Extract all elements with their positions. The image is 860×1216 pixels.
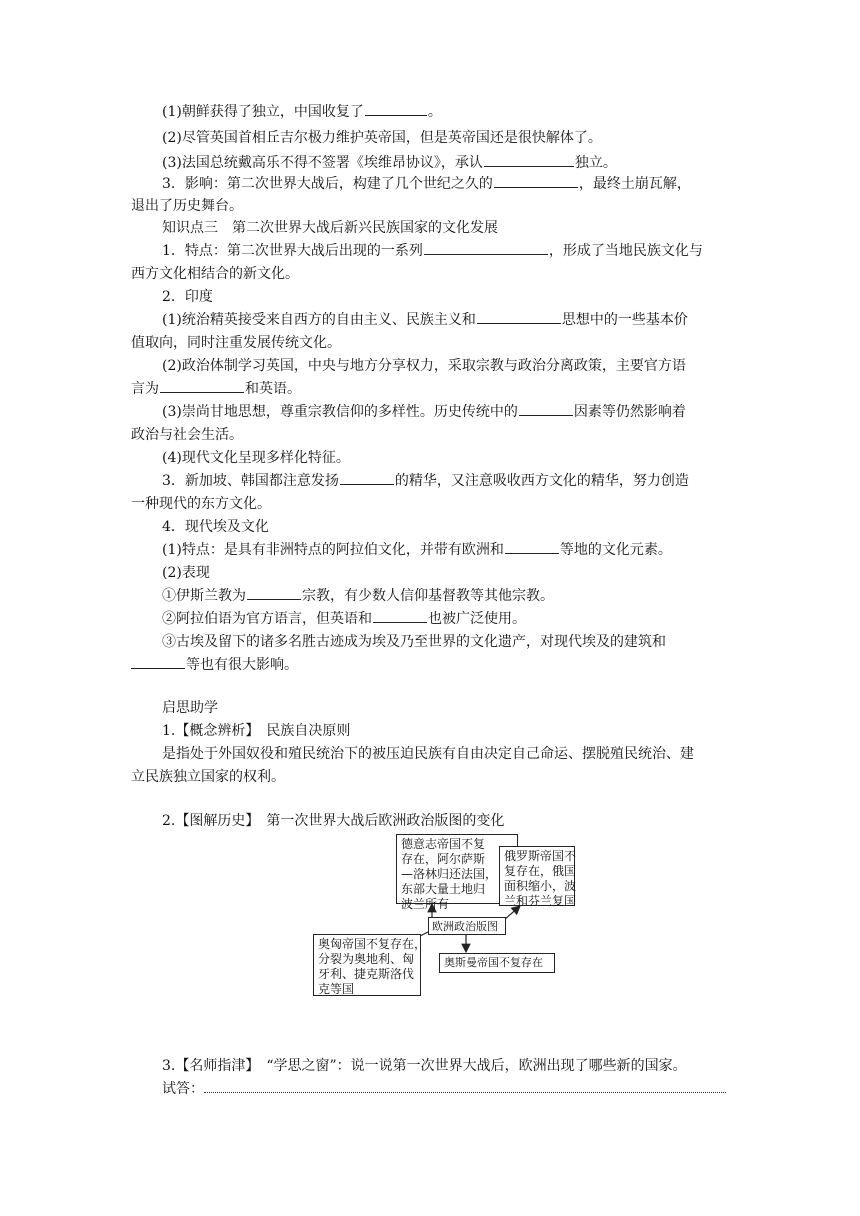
text-line: 试答：: [162, 1078, 726, 1100]
text-line: ②阿拉伯语为官方语言，但英语和 也被广泛使用。: [162, 608, 526, 630]
text-line: 立民族独立国家的权利。: [131, 769, 285, 785]
text-line: 3．新加坡、韩国都注意发扬 的精华，又注意吸收西方文化的精华，努力创造: [162, 470, 689, 492]
diagram-box-ottoman: 奥斯曼帝国不复存在: [439, 953, 555, 973]
text-line: 是指处于外国奴役和殖民统治下的被压迫民族有自由决定自己命运、摆脱殖民统治、建: [162, 746, 694, 762]
box-line: 面积缩小，波: [504, 879, 577, 893]
text-line: (4)现代文化呈现多样化特征。: [162, 450, 350, 466]
text-line: 等也有很大影响。: [131, 654, 298, 676]
answer-line[interactable]: [204, 1078, 726, 1093]
text-line: ③古埃及留下的诸多名胜古迹成为埃及乃至世界的文化遗产，对现代埃及的建筑和: [162, 634, 666, 650]
text-line: 值取向，同时注重发展传统文化。: [131, 335, 341, 351]
text-line: 一种现代的东方文化。: [131, 496, 271, 512]
box-line: 兰和芬兰复国: [504, 894, 577, 908]
text-line: (1)特点：是具有非洲特点的阿拉伯文化，并带有欧洲和 等地的文化元素。: [162, 539, 672, 561]
box-line: 克等国: [318, 982, 355, 996]
box-line: 复存在，俄国: [504, 864, 577, 878]
box-line: 东部大量土地归: [401, 882, 486, 896]
text-line: 3.【名师指津】 “学思之窗”：说一说第一次世界大战后，欧洲出现了哪些新的国家。: [162, 1058, 687, 1074]
text-line: 政治与社会生活。: [131, 427, 243, 443]
box-line: —洛林归还法国，: [401, 867, 498, 881]
text-line: 3．影响：第二次世界大战后，构建了几个世纪之久的 ，最终土崩瓦解，: [162, 173, 691, 195]
box-line: 牙利、捷克斯洛伐: [318, 967, 415, 981]
text-line: ①伊斯兰教为 宗教，有少数人信仰基督教等其他宗教。: [162, 585, 554, 607]
text-line: 言为 和英语。: [131, 378, 301, 400]
box-line: 德意志帝国不复: [401, 837, 486, 851]
box-line: 分裂为奥地利、匈: [318, 952, 415, 966]
text-line: 1．特点：第二次世界大战后出现的一系列 ，形成了当地民族文化与: [162, 240, 703, 262]
text-line: 2．印度: [162, 289, 213, 305]
diagram-box-russia: [499, 846, 575, 906]
diagram-box-austria-hungary: [313, 934, 427, 996]
text-line: (3)法国总统戴高乐不得不签署《埃维昂协议》，承认 独立。: [162, 152, 617, 174]
section-heading: 知识点三 第二次世界大战后新兴民族国家的文化发展: [162, 220, 498, 236]
box-line: 俄罗斯帝国不: [504, 849, 577, 863]
section-heading: 启思助学: [162, 700, 218, 716]
diagram-center-box: 欧洲政治版图: [428, 917, 506, 935]
box-line: 奥匈帝国不复存在，: [318, 937, 427, 951]
text-line: 2.【图解历史】 第一次世界大战后欧洲政治版图的变化: [162, 813, 505, 829]
text-line: (1)统治精英接受来自西方的自由主义、民族主义和 思想中的一些基本价: [162, 309, 688, 331]
text-line: (2)表现: [162, 565, 210, 581]
text-line: 4．现代埃及文化: [162, 519, 269, 535]
text-line: 西方文化相结合的新文化。: [131, 266, 299, 282]
box-line: 存在，阿尔萨斯: [401, 852, 486, 866]
text-line: (2)尽管英国首相丘吉尔极力维护英帝国，但是英帝国还是很快解体了。: [162, 130, 602, 146]
text-line: (1)朝鲜获得了独立，中国收复了 。: [162, 101, 442, 123]
text-line: 退出了历史舞台。: [131, 198, 243, 214]
text-line: (2)政治体制学习英国，中央与地方分享权力，采取宗教与政治分离政策，主要官方语: [162, 358, 686, 374]
text-line: (3)崇尚甘地思想，尊重宗教信仰的多样性。历史传统中的 因素等仍然影响着: [162, 401, 686, 423]
box-line: 波兰所有: [401, 897, 450, 911]
text-line: 1.【概念辨析】 民族自决原则: [162, 723, 351, 739]
